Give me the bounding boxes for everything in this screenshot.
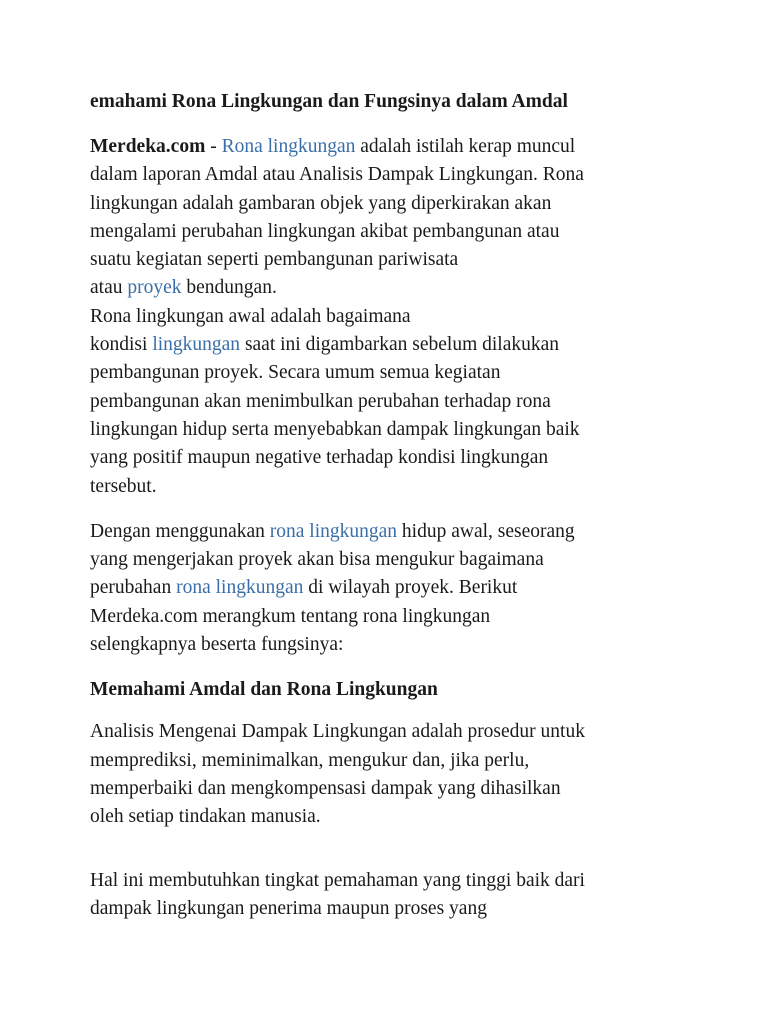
text-line: tersebut. [90,475,157,497]
text-line: lingkungan hidup serta menyebabkan dampak lingkungan baik [90,418,580,440]
text-line: Analisis Mengenai Dampak Lingkungan adalah prosedur untuk [90,721,585,743]
text-segment: hidup awal, seseorang [397,520,575,542]
text-line: selengkapnya beserta fungsinya: [90,634,344,656]
text-segment: adalah istilah kerap muncul [355,136,576,157]
text-line: mengalami perubahan lingkungan akibat pembangunan atau [90,220,560,242]
text-line: memperbaiki dan mengkompensasi dampak yang dihasilkan [90,777,561,799]
text-line [90,331,768,359]
link-rona-lingkungan-2[interactable]: rona lingkungan [269,520,398,542]
text-line [90,274,768,302]
paragraph-amdal-definition [90,718,768,831]
text-line: pembangunan akan menimbulkan perubahan terhadap rona [90,390,551,412]
source-name: Merdeka.com [90,136,206,157]
text-line [90,518,768,546]
dash-separator: - [205,136,222,157]
link-rona-lingkungan[interactable]: Rona lingkungan [221,136,356,157]
text-line: dalam laporan Amdal atau Analisis Dampak Lingkungan. Rona [90,164,584,186]
link-proyek[interactable]: proyek [127,277,182,299]
link-lingkungan[interactable]: lingkungan [152,334,241,356]
text-line: memprediksi, meminimalkan, mengukur dan, jika perlu, [90,749,530,771]
text-line: lingkungan adalah gambaran objek yang diperkirakan akan [90,192,552,214]
text-line: suatu kegiatan seperti pembangunan pariwisata [90,249,459,271]
text-line: oleh setiap tindakan manusia. [90,806,321,828]
text-line: yang mengerjakan proyek akan bisa mengukur bagaimana [90,549,544,571]
text-line: Merdeka.com merangkum tentang rona lingkungan [90,605,491,627]
text-segment: atau [90,277,128,299]
text-segment: perubahan [90,577,177,599]
text-segment: saat ini digambarkan sebelum dilakukan [240,334,560,356]
text-line: yang positif maupun negative terhadap kondisi lingkungan [90,447,549,469]
paragraph-pemahaman [90,867,768,924]
link-rona-lingkungan-3[interactable]: rona lingkungan [176,577,304,599]
text-segment: Dengan menggunakan [90,520,270,542]
text-line: Hal ini membutuhkan tingkat pemahaman yang tinggi baik dari [90,869,585,891]
text-line: pembangunan proyek. Secara umum semua kegiatan [90,362,501,384]
text-segment: bendungan. [181,277,277,299]
text-segment: kondisi [90,334,153,356]
paragraph-intro [90,133,768,501]
article-title: emahami Rona Lingkungan dan Fungsinya dalam Amdal [90,91,568,112]
text-segment: di wilayah proyek. Berikut [303,577,518,599]
text-line [90,574,768,602]
text-line: Rona lingkungan awal adalah bagaimana [90,305,411,327]
text-line [90,133,768,161]
section-heading: Memahami Amdal dan Rona Lingkungan [90,679,438,701]
paragraph-rona-awal [90,518,768,659]
text-line: dampak lingkungan penerima maupun proses yang [90,897,487,919]
